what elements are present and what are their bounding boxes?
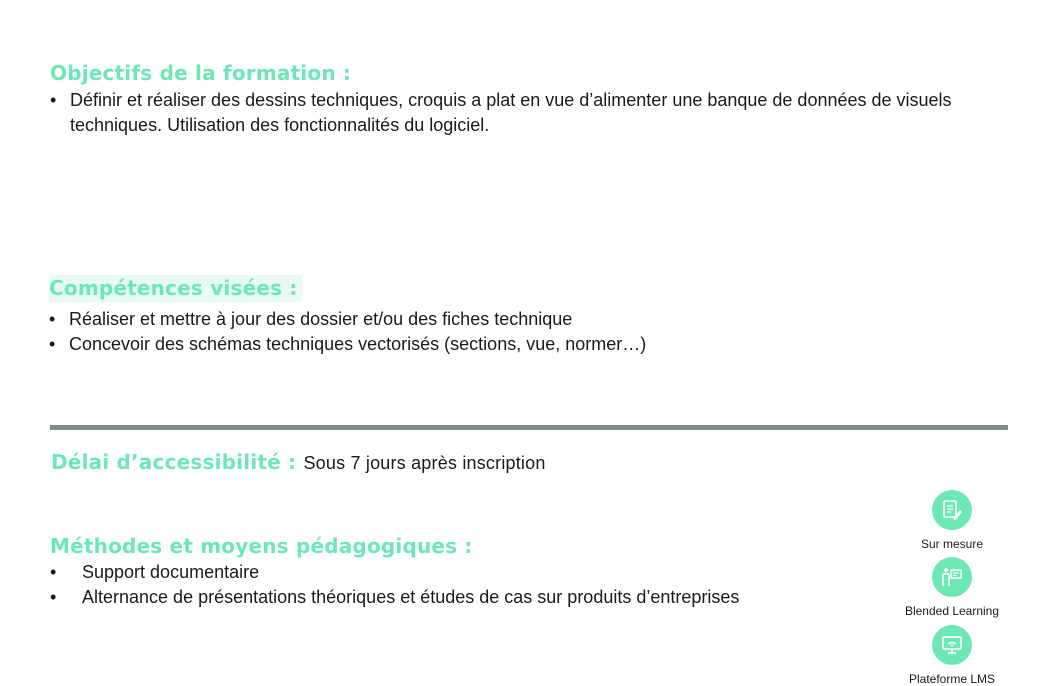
objectifs-list [50,88,1010,138]
list-item: • Concevoir des schémas techniques vectorisés (sections, vue, normer…) [49,332,949,357]
badge-plateforme-lms [897,625,1007,686]
list-item: • Réaliser et mettre à jour des dossier et/ou des fiches technique [49,307,949,332]
badge-label: Sur mesure [920,537,984,551]
delai-label: Délai d’accessibilité : [51,450,297,474]
badge-label: Plateforme LMS [908,672,996,686]
methodes-list [50,560,750,610]
section-divider [50,425,1008,430]
competences-list [49,307,949,357]
monitor-platform-icon [932,625,972,665]
blended-learning-icon [932,557,972,597]
competences-title: Compétences visées : [49,275,302,302]
pencil-document-icon [932,490,972,530]
list-item: • Alternance de présentations théoriques et études de cas sur produits d’entreprises [50,585,750,610]
delai-value: Sous 7 jours après inscription [303,453,546,473]
methodes-title: Méthodes et moyens pédagogiques : [50,534,473,558]
list-item: • Définir et réaliser des dessins techniques, croquis a plat en vue d’alimenter une banque de données de visuels techniques. Utilisation des fonctionnalités du logiciel. [50,88,1010,138]
objectifs-title: Objectifs de la formation : [50,61,352,85]
delai-row [51,450,546,474]
badge-label: Blended Learning [904,604,1000,618]
badge-sur-mesure [897,490,1007,551]
badge-blended-learning [897,557,1007,618]
list-item: • Support documentaire [50,560,750,585]
